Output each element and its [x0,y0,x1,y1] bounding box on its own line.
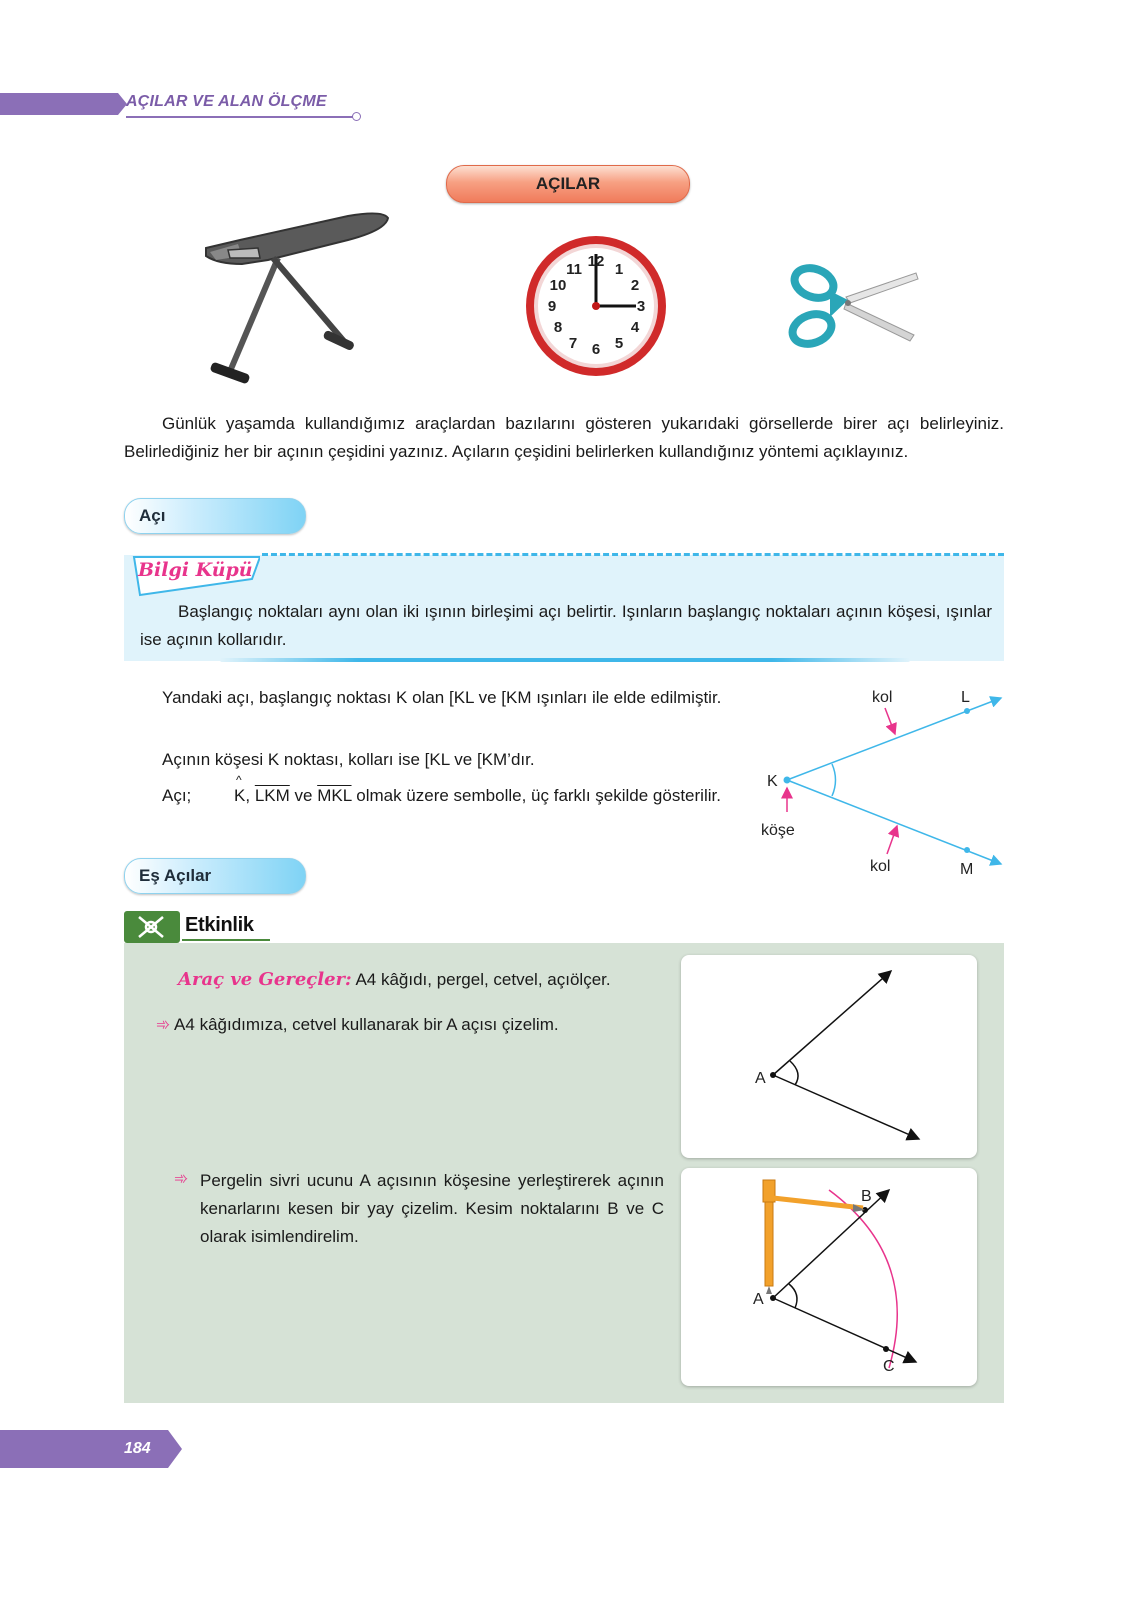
desc-p3-part: olmak üzere sembolle, üç farklı şekilde gösterilir. [351,786,721,805]
clock-number: 9 [547,298,557,315]
fig1-label-a: A [755,1070,766,1087]
bullet-arrow-icon: ➾ [156,1015,171,1034]
desc-paragraph-1: Yandaki açı, başlangıç noktası K olan [KL ve [KM ışınları ile elde edilmiştir. [162,688,722,707]
section-title-aci: Açı [139,506,166,525]
info-box-title: Bilgi Küpü [138,559,253,581]
label-kol-bottom: kol [870,858,891,875]
info-box-title-badge [128,555,260,599]
symbol-lkm: $\overline{LKM}$ [254,786,290,805]
point-l [964,708,970,714]
fig2-label-c: C [883,1358,895,1375]
clock-number: 5 [614,335,624,352]
materials-text: A4 kâğıdı, pergel, cetvel, açıölçer. [355,970,611,989]
step-2-text: Pergelin sivri ucunu A açısının köşesine yerleştirerek açının kenarlarını kesen bir yay çizelim. Kesim noktalarını B ve C olarak isimlendirelim. [200,1171,664,1246]
intro-paragraph: Günlük yaşamda kullandığımız araçlardan bazılarını gösteren yukarıdaki görsellerde birer açı belirleyiniz. Belirlediğiniz her bir açının çeşidini yazınız. Açıların çeşidini belirlerken kullandığınız yöntemi açıklayınız. [124,414,1004,461]
figure-angle-a [681,955,977,1158]
page-number-tab-arrow [168,1430,182,1468]
clock-number: 8 [553,319,563,336]
info-box-bottom-line [220,658,910,662]
clock-number: 4 [630,319,640,336]
clock-number: 11 [566,261,582,278]
desc-paragraph-2: Açının köşesi K noktası, kolları ise [KL ve [KM’dır. [162,750,535,769]
scissors-image [788,255,923,355]
clock-number: 6 [591,341,601,358]
activity-icon [124,911,180,943]
ironing-board-image [198,208,398,398]
step-1 [156,1011,656,1039]
page-number: 184 [124,1440,151,1457]
clock-number: 10 [549,277,567,294]
activity-title-underline [182,939,270,941]
point-m [964,847,970,853]
page-title: AÇILAR [535,174,601,193]
figure-compass-arc [681,1168,977,1386]
angle-diagram [755,678,1015,883]
header-band [0,93,118,115]
desc-paragraph-3 [124,773,726,810]
label-kose: köşe [761,822,795,839]
figure-card-compass [681,1168,977,1386]
symbol-k-hat: ^ K [234,773,246,805]
clock-number: 3 [636,298,646,315]
clock-number: 12 [587,253,605,270]
info-box-text: Başlangıç noktaları aynı olan iki ışının birleşimi açı belirtir. Işınların başlangıç noktaları açının köşesi, ışınlar ise açının kollarıdır. [140,602,992,649]
clock-image [524,234,668,378]
info-box-dashed-line [262,553,1004,556]
vertex-k [784,777,791,784]
symbol-mkl: $\overline{MKL}$ [317,786,352,805]
header-underline [126,116,354,118]
label-k: K [767,773,778,790]
desc-p3-part: ve [289,786,318,805]
clock-number: 2 [630,277,640,294]
step-1-text: A4 kâğıdımıza, cetvel kullanarak bir A açısı çizelim. [174,1015,559,1034]
materials-label: Araç ve Gereçler: [178,969,352,990]
angle-arc [832,764,836,796]
section-title-es-acilar: Eş Açılar [139,866,212,885]
fig2-label-a: A [753,1291,764,1308]
clock-number: 7 [568,335,578,352]
symbol-k: K [234,786,246,805]
clock-number: 1 [614,261,624,278]
arrow-kol-bottom [887,826,897,854]
activity-title: Etkinlik [185,914,254,936]
chapter-title: AÇILAR VE ALAN ÖLÇME [126,93,327,110]
desc-p3-part: Açı; [162,786,197,805]
materials-line [178,966,611,994]
header-dot [352,112,361,121]
label-kol-top: kol [872,689,893,706]
fig2-label-b: B [861,1188,872,1205]
figure-card-angle-a [681,955,977,1158]
desc-p3-part: , [245,786,255,805]
bullet-arrow-icon: ➾ [174,1169,189,1188]
label-m: M [960,861,974,878]
arrow-kol-top [885,708,895,734]
label-l: L [961,689,970,706]
